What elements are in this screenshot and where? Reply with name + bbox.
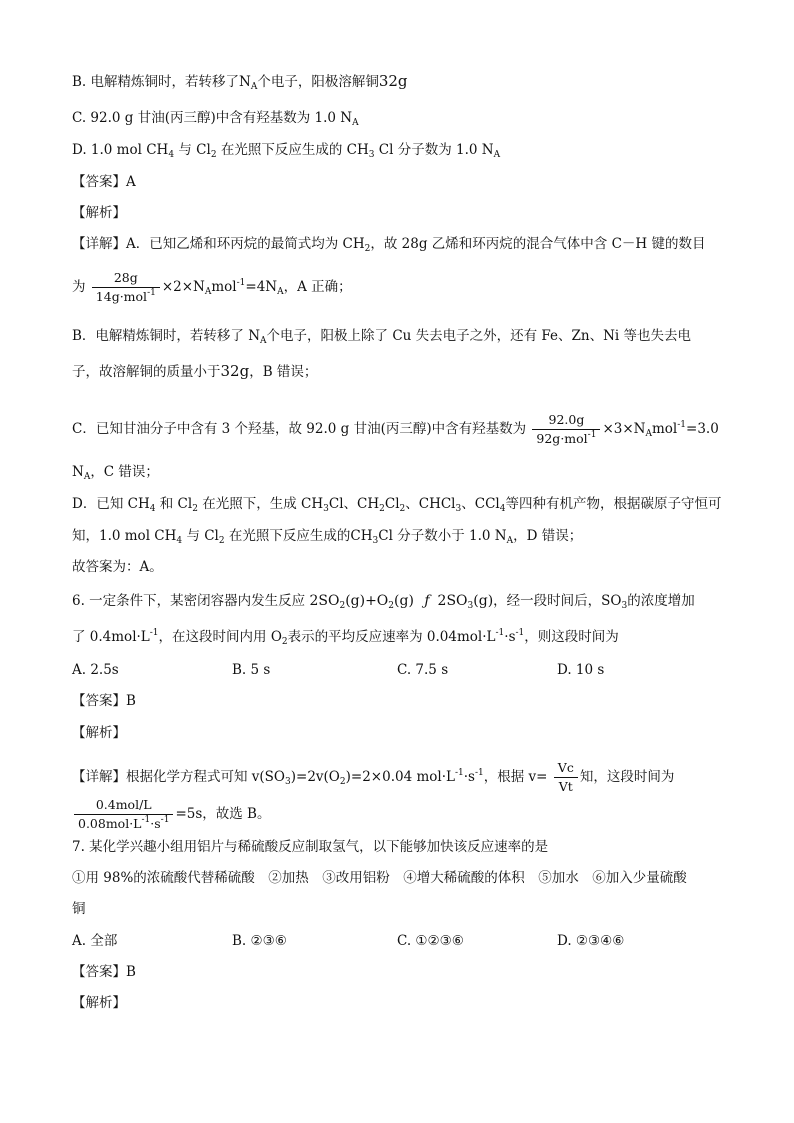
- q6-detail-line2: [72, 797, 270, 832]
- text: B. 电解精炼铜时，若转移了: [72, 74, 240, 90]
- fraction: [532, 412, 600, 447]
- text: 在光照下，生成 CH: [202, 496, 324, 512]
- text: 和 Cl: [159, 496, 193, 512]
- text: 0.08mol·L: [78, 816, 142, 831]
- text: Cl: [384, 496, 400, 512]
- text: ·s: [504, 629, 516, 645]
- sub: A: [260, 336, 267, 346]
- text: mol: [651, 421, 678, 437]
- q6-detail-line1: [72, 760, 674, 795]
- sub: 4: [176, 536, 183, 546]
- sub: 4: [149, 504, 156, 514]
- fraction-denominator: [74, 815, 173, 832]
- fraction: [74, 797, 173, 832]
- q6-answer: 【答案】B: [72, 693, 136, 709]
- sub: 3: [323, 504, 329, 514]
- q7-option-c: C. ①②③⑥: [397, 933, 464, 949]
- q7-stem: 7. 某化学兴趣小组用铝片与稀硫酸反应制取氢气，以下能够加快该反应速率的是: [72, 839, 549, 855]
- q7-option-a: A. 全部: [72, 933, 118, 949]
- q6-option-a: A. 2.5s: [72, 662, 119, 678]
- text: 与 Cl: [178, 142, 211, 158]
- text: 子，故溶解铜的质量小于: [72, 364, 221, 380]
- text: 个电子，阳极上除了 Cu 失去电子之外，还有 Fe、Zn、Ni 等也失去电: [266, 328, 692, 344]
- text: ，经一段时间后，SO: [493, 593, 622, 609]
- q5-conclusion: 故答案为：A。: [72, 559, 163, 575]
- text: 32g: [378, 72, 408, 90]
- fraction-numerator: 0.4mol/L: [74, 797, 173, 815]
- text: N: [239, 74, 251, 90]
- text: N: [72, 464, 84, 480]
- text: ，故 28g 乙烯和环丙烷的混合气体中含 C－H 键的数目: [370, 236, 706, 252]
- q6-option-b: B. 5 s: [232, 662, 271, 678]
- text: ，D 错误；: [513, 528, 583, 544]
- sup: -1: [147, 288, 156, 298]
- sub: 3: [455, 504, 462, 514]
- text: ·s: [150, 816, 161, 831]
- q5-detail-a-line2: [72, 270, 352, 305]
- text: 表示的平均反应速率为 0.04mol·L: [287, 629, 496, 645]
- text: 14g·mol: [95, 289, 148, 304]
- q5-option-d: [72, 141, 500, 159]
- sup: -1: [236, 278, 246, 288]
- text: ·s: [463, 769, 475, 785]
- sub: 2: [218, 536, 225, 546]
- text: 2SO: [309, 593, 340, 609]
- text: ，在这段时间内用 O: [158, 629, 282, 645]
- q7-analysis-label: 【解析】: [72, 995, 126, 1011]
- text: (g): [473, 593, 494, 609]
- q5-option-b: [72, 72, 408, 91]
- q5-detail-c-line1: [72, 412, 719, 447]
- sub: A: [250, 82, 258, 92]
- text: D．已知 CH: [72, 496, 150, 512]
- text: ，A 正确；: [283, 279, 352, 295]
- sup: -1: [474, 768, 484, 778]
- fraction-numerator: 92.0g: [532, 412, 600, 430]
- q5-detail-b-line1: [72, 327, 691, 345]
- text: Cl 分子数为 1.0 N: [378, 142, 494, 158]
- sub: 4: [168, 150, 175, 160]
- text: 知，这段时间为: [579, 769, 675, 785]
- text: 在光照下反应生成的 CH: [220, 142, 369, 158]
- sub: 3: [621, 601, 628, 611]
- text: (g): [394, 593, 414, 609]
- q6-option-d: D. 10 s: [557, 662, 605, 678]
- sup: -1: [677, 420, 687, 430]
- text: 92g·mol: [536, 431, 588, 446]
- text: ×3×N: [602, 421, 646, 437]
- text: )=2v(O: [290, 769, 340, 785]
- q7-option-b: B. ②③⑥: [232, 933, 287, 949]
- sup: -1: [141, 815, 151, 825]
- text: ，C 错误；: [90, 464, 159, 480]
- text: 【详解】根据化学方程式可知 v(SO: [72, 769, 286, 785]
- sup: -1: [495, 628, 505, 638]
- text: C．已知甘油分子中含有 3 个羟基，故 92.0 g 甘油(丙三醇)中含有羟基数为: [72, 421, 527, 437]
- text: ，根据 v=: [483, 769, 548, 785]
- sub: 3: [368, 150, 375, 160]
- q7-answer: 【答案】B: [72, 964, 136, 980]
- text: 与 Cl: [186, 528, 219, 544]
- text: 6. 一定条件下，某密闭容器内发生反应: [72, 593, 306, 609]
- text: =3.0: [686, 421, 719, 437]
- text: D. 1.0 mol CH: [72, 142, 169, 158]
- fraction: [92, 270, 160, 305]
- sup: -1: [515, 628, 525, 638]
- sub: 4: [499, 504, 506, 514]
- q5-detail-a-line1: [72, 235, 705, 253]
- q5-detail-d-line1: [72, 495, 721, 513]
- sub: 2: [210, 150, 217, 160]
- sup: -1: [454, 768, 464, 778]
- q7-option-d: D. ②③④⑥: [557, 933, 625, 949]
- text: =5s，故选 B。: [175, 806, 271, 822]
- text: )=2×0.04 mol·L: [345, 769, 455, 785]
- q7-items-line2: 铜: [72, 901, 86, 917]
- sup: -1: [587, 430, 597, 440]
- q6-analysis-label: 【解析】: [72, 725, 126, 741]
- sub: A: [83, 472, 91, 482]
- q5-detail-b-line2: [72, 362, 317, 381]
- sub: 3: [467, 601, 474, 611]
- sup: -1: [149, 628, 159, 638]
- text: C. 92.0 g 甘油(丙三醇)中含有羟基数为 1.0 N: [72, 110, 353, 126]
- text: 在光照下反应生成的CH: [228, 528, 373, 544]
- text: Cl、CH: [328, 496, 380, 512]
- fraction-denominator: Vt: [558, 779, 573, 794]
- q5-answer: 【答案】A: [72, 174, 136, 190]
- text: 为: [72, 279, 86, 295]
- q7-items-line1: ①用 98%的浓硫酸代替稀硫酸 ②加热 ③改用铝粉 ④增大稀硫酸的体积 ⑤加水 ⑥加入少量硫酸: [72, 870, 687, 886]
- text: ，B 错误；: [249, 364, 318, 380]
- sub: A: [277, 287, 284, 297]
- sub: 2: [379, 504, 385, 514]
- sub: 2: [364, 244, 371, 254]
- text: 32g: [220, 362, 250, 380]
- fraction: [554, 760, 578, 795]
- text: B．电解精炼铜时，若转移了 N: [72, 328, 261, 344]
- fraction-denominator: [92, 288, 160, 305]
- text: 2SO: [437, 593, 468, 609]
- sub: 2: [281, 637, 288, 647]
- sub: A: [645, 429, 652, 439]
- q6-stem-line2: [72, 628, 619, 646]
- sup: -1: [160, 815, 170, 825]
- text: ×2×N: [161, 279, 205, 295]
- text: 的浓度增加: [627, 593, 695, 609]
- text: (g)+O: [345, 593, 389, 609]
- q5-detail-d-line2: [72, 527, 582, 545]
- sub: A: [204, 287, 212, 297]
- sub: 3: [285, 777, 291, 787]
- text: 等四种有机产物，根据碳原子守恒可: [505, 496, 722, 512]
- sub: 2: [339, 601, 346, 611]
- text: 了 0.4mol·L: [72, 629, 150, 645]
- text: Cl 分子数小于 1.0 N: [378, 528, 507, 544]
- sub: A: [506, 536, 514, 546]
- equation: [309, 593, 493, 609]
- fraction-denominator: [532, 430, 600, 447]
- sub: 2: [339, 777, 346, 787]
- q5-analysis-label: 【解析】: [72, 205, 126, 221]
- q6-option-c: C. 7.5 s: [397, 662, 449, 678]
- text: 知，1.0 mol CH: [72, 528, 177, 544]
- q5-detail-c-line2: [72, 463, 159, 481]
- sub: 2: [399, 504, 406, 514]
- text: 、CHCl: [405, 496, 456, 512]
- text: =4N: [245, 279, 278, 295]
- text: 【详解】A．已知乙烯和环丙烷的最简式均为 CH: [72, 236, 365, 252]
- q6-stem-line1: [72, 592, 695, 610]
- fraction-numerator: 28g: [92, 270, 160, 288]
- sub: 2: [192, 504, 198, 514]
- sub: A: [352, 118, 359, 128]
- text: 个电子，阳极溶解铜: [257, 74, 379, 90]
- fraction-numerator: Vc: [554, 760, 578, 778]
- text: mol: [211, 279, 237, 295]
- sub: 2: [388, 601, 395, 611]
- sub: A: [493, 150, 501, 160]
- equilibrium-arrow-glyph: ƒ: [424, 593, 430, 609]
- q5-option-c: [72, 109, 359, 127]
- sub: 3: [372, 536, 379, 546]
- text: ，则这段时间为: [524, 629, 619, 645]
- text: 、CCl: [461, 496, 500, 512]
